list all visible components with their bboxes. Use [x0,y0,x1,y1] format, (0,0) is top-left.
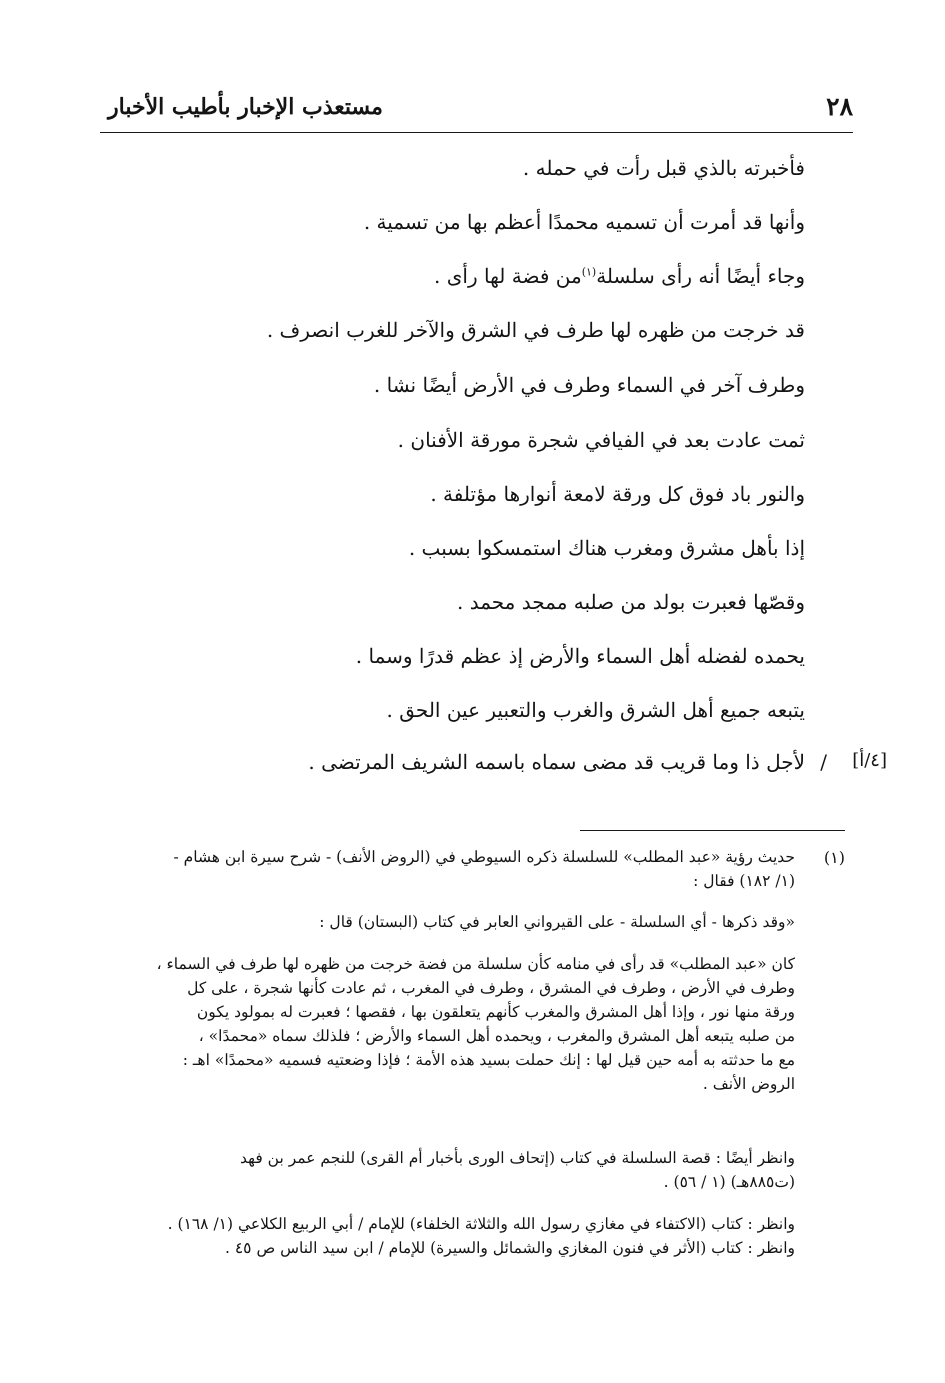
footnote-line: وانظر أيضًا : قصة السلسلة في كتاب (إتحاف الورى بأخبار أم القرى) للنجم عمر بن فهد [240,1149,795,1167]
footnote-paragraph-4 [108,1146,795,1194]
footnote-line: (١/ ١٨٢) فقال : [693,872,795,890]
verse-line-2: وأنها قد أمرت أن تسميه محمدًا أعظم بها من تسمية . [363,210,805,234]
page-header [100,92,853,132]
footnote-line: كان «عبد المطلب» قد رأى في منامه كأن سلسلة من فضة خرجت من ظهره لها طرف في السماء ، [156,955,795,973]
verse-line-6: ثمت عادت بعد في الفيافي شجرة مورقة الأفنان . [397,428,805,452]
footnote-paragraph-5 [108,1212,795,1260]
footnote-rule [580,830,845,831]
footnote-line: «وقد ذكرها - أي السلسلة - على القيرواني العابر في كتاب (البستان) قال : [319,913,795,931]
folio-marker: [٤/أ] [852,750,887,771]
footnote-paragraph-3 [108,952,795,1096]
verse-line-4: قد خرجت من ظهره لها طرف في الشرق والآخر للغرب انصرف . [266,318,805,342]
page-number: ٢٨ [826,92,853,121]
verse-line-10: يحمده لفضله أهل السماء والأرض إذ عظم قدرًا وسما . [355,644,805,668]
verse-line-11: يتبعه جميع أهل الشرق والغرب والتعبير عين الحق . [386,698,805,722]
footnote-line: الروض الأنف . [702,1075,795,1093]
folio-slash: / [820,750,827,774]
footnote-number: (١) [823,848,845,867]
footnote-line: (ت٨٨٥هـ) (١ / ٥٦) . [663,1173,795,1191]
verse-line-1: فأخبرته بالذي قبل رأت في حمله . [522,156,805,180]
footnote-line: حديث رؤية «عبد المطلب» للسلسلة ذكره السيوطي في (الروض الأنف) - شرح سيرة ابن هشام - [173,848,795,866]
verse-line-5: وطرف آخر في السماء وطرف في الأرض أيضًا نشا . [373,373,805,397]
footnote-line: مع ما حدثته به أمه حين قيل لها : إنك حملت بسيد هذه الأمة ؛ فإذا وضعتيه فسميه «محمدًا» اهـ : [182,1051,795,1069]
running-title: مستعذب الإخبار بأطيب الأخبار [108,94,383,120]
footnote-line: وانظر : كتاب (الاكتفاء في مغازي رسول الله والثلاثة الخلفاء) للإمام / أبي الربيع الكلاعي (١/ ١٦٨) . [167,1215,795,1233]
verse-line-12: لأجل ذا وما قريب قد مضى سماه باسمه الشريف المرتضى . [308,750,805,774]
footnote-paragraph-2 [108,910,795,934]
verse-line-3 [434,266,805,286]
footnote-line: ورقة منها نور ، وإذا أهل المشرق والمغرب كأنهم يتعلقون بها ، فقصها ؛ فعبرت له بمولود يكون [196,1003,795,1021]
verse-line-7: والنور باد فوق كل ورقة لامعة أنوارها مؤتلفة . [430,482,805,506]
footnote-line: وطرف في الأرض ، وطرف في المشرق ، وطرف في المغرب ، ثم عادت كأنها شجرة ، على كل [187,979,795,997]
footnote-line: من صلبه يتبعه أهل المشرق والمغرب ، ويحمده أهل السماء والأرض ؛ فلذلك سماه «محمدًا» ، [198,1027,795,1045]
footnote-reference[interactable]: (١) [581,265,597,279]
header-rule [100,132,853,133]
verse-line-3-start: وجاء أيضًا أنه رأى سلسلة [596,264,805,288]
footnote-paragraph-1 [108,845,795,893]
verse-line-3-end: من فضة لها رأى . [434,264,582,288]
verse-line-9: وقصّها فعبرت بولد من صلبه ممجد محمد . [457,590,805,614]
footnote-line: وانظر : كتاب (الأثر في فنون المغازي والشمائل والسيرة) للإمام / ابن سيد الناس ص ٤٥ . [225,1239,795,1257]
verse-line-8: إذا بأهل مشرق ومغرب هناك استمسكوا بسبب . [408,536,805,560]
